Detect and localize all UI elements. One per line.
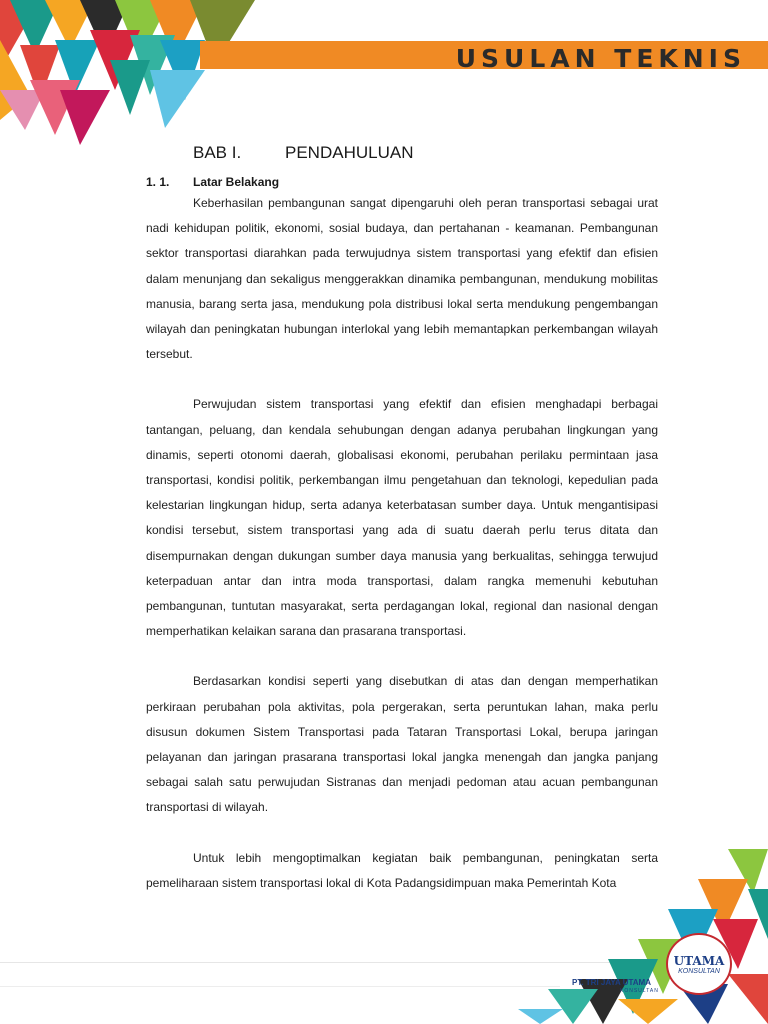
paragraph: Keberhasilan pembangunan sangat dipengaruhi oleh peran transportasi sebagai urat nadi kehidupan politik, ekonomi, sosial budaya, dan pertahanan - keamanan. Pembangunan sektor transportasi diarahkan pada terwujudnya sistem transportasi yang efektif dan efisien dalam menunjang dan sekaligus menggerakkan dinamika pembangunan, mendukung mobilitas manusia, barang serta jasa, mendukung pola distribusi lokal serta mendukung pengembangan wilayah dan peningkatan hubungan interlokal yang lebih memantapkan perkembangan wilayah tersebut. — [146, 196, 658, 362]
header-decoration — [0, 0, 260, 150]
company-name: PT. TRI JAYA UTAMA — [572, 978, 651, 987]
logo-subtitle: KONSULTAN — [678, 967, 720, 975]
document-body — [146, 138, 658, 896]
header-title: USULAN TEKNIS — [455, 44, 746, 73]
logo-title: UTAMA — [673, 953, 725, 968]
chapter-title: PENDAHULUAN — [285, 143, 414, 162]
paragraph: Untuk lebih mengoptimalkan kegiatan baik pembangunan, peningkatan serta pemeliharaan sistem transportasi lokal di Kota Padangsidimpuan maka Pemerintah Kota — [146, 850, 658, 890]
section-title: Latar Belakang — [193, 175, 280, 189]
chapter-heading — [193, 138, 658, 168]
footer-divider — [0, 986, 560, 987]
paragraph: Berdasarkan kondisi seperti yang disebutkan di atas dan dengan memperhatikan perkiraan perubahan pola aktivitas, pola pergerakan, serta peruntukan lahan, maka perlu disusun dokumen Sistem Transportasi pada Tataran Transportasi Lokal, berupa jaringan pelayanan dan jaringan prasarana transportasi lokal jangka menengah dan jangka panjang sebagai salah satu perwujudan Sistranas dan menjadi pedoman atau acuan pembangunan transportasi di wilayah. — [146, 674, 658, 815]
company-logo — [666, 933, 732, 995]
footer-decoration — [518, 849, 768, 1024]
section-heading — [146, 175, 658, 189]
section-number: 1. 1. — [146, 175, 170, 189]
paragraph: Perwujudan sistem transportasi yang efektif dan efisien menghadapi berbagai tantangan, peluang, dan kendala sehubungan dengan adanya perubahan lingkungan yang dinamis, seperti otonomi daerah, globalisasi ekonomi, perubahan perilaku permintaan jasa transportasi, kondisi politik, perkembangan ilmu pengetahuan dan teknologi, kepedulian pada kelestarian lingkungan hidup, serta adanya keterbatasan sumber daya. Untuk mengantisipasi kondisi tersebut, sistem transportasi yang ada di suatu daerah perlu terus ditata dan disempurnakan dengan dukungan sumber daya manusia yang berkualitas, sehingga terwujud keterpaduan antar dan intra moda transportasi, dalam rangka memenuhi kebutuhan pembangunan, tuntutan masyarakat, serta perdagangan lokal, regional dan nasional dengan memperhatikan kelaikan sarana dan prasarana transportasi. — [146, 397, 658, 639]
chapter-number: BAB I. — [193, 143, 242, 162]
company-subtitle: KONSULTAN — [620, 988, 659, 994]
